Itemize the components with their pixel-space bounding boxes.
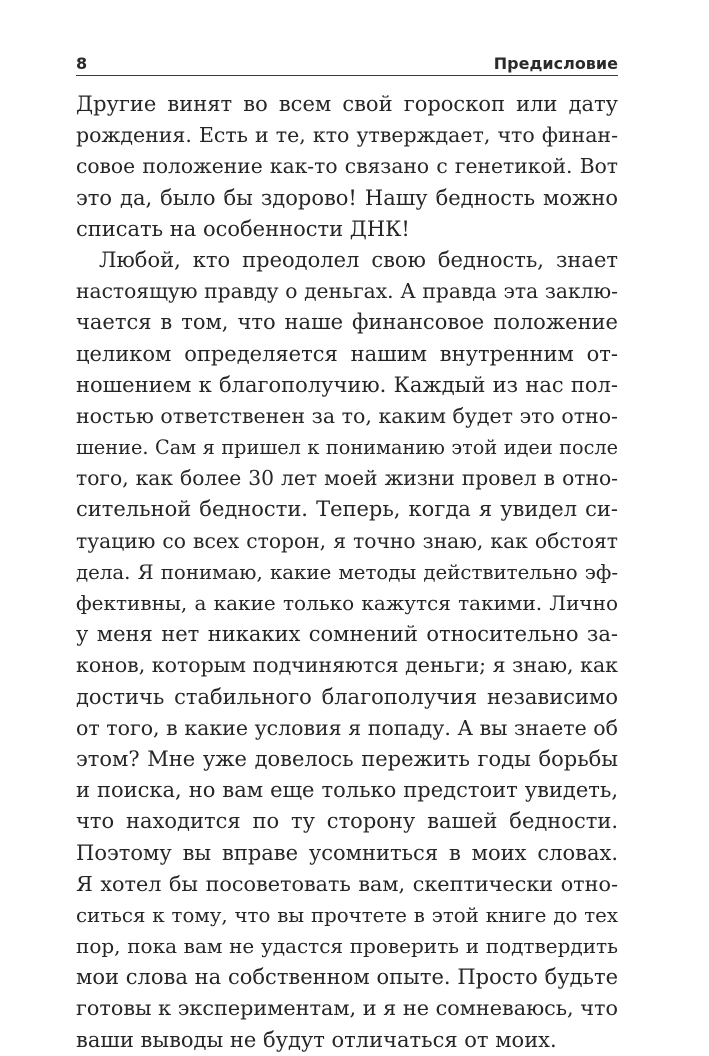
text-line: готовы к экспериментам, и я не сомневаюсь, что	[76, 996, 618, 1021]
text-line: это да, было бы здорово! Нашу бедность можно	[76, 185, 618, 210]
text-line: Любой, кто преодолел свою бедность, знает	[99, 247, 618, 272]
text-line: того, как более 30 лет моей жизни провел в отно-	[76, 466, 618, 491]
page-number: 8	[76, 54, 88, 73]
header-divider	[76, 75, 618, 76]
text-line: шение. Сам я пришел к пониманию этой идеи после	[76, 436, 618, 460]
text-line: целиком определяется нашим внутренним от-	[76, 341, 618, 366]
running-header	[76, 52, 618, 74]
body-text	[76, 89, 618, 1056]
text-line: мои слова на собственном опыте. Просто будьте	[76, 965, 618, 990]
text-line: рождения. Есть и те, кто утверждает, что финан-	[76, 123, 618, 148]
text-line: туацию со всех сторон, я точно знаю, как обстоят	[76, 528, 618, 553]
text-line: чается в том, что наше финансовое положение	[76, 310, 618, 335]
text-line: этом? Мне уже довелось пережить годы борьбы	[76, 746, 618, 771]
text-line: что находится по ту сторону вашей бедности.	[76, 809, 618, 834]
text-line: у меня нет никаких сомнений относительно за-	[76, 622, 618, 647]
text-line: совое положение как-то связано с генетикой. Вот	[76, 154, 618, 179]
text-line: настоящую правду о деньгах. А правда эта заклю-	[76, 279, 618, 304]
text-line: сительной бедности. Теперь, когда я увидел си-	[76, 497, 618, 522]
text-line: фективны, а какие только кажутся такими. Лично	[76, 591, 618, 615]
text-line: Другие винят во всем свой гороскоп или дату	[76, 92, 618, 116]
text-line: конов, которым подчиняются деньги; я знаю, как	[76, 653, 618, 678]
section-title: Предисловие	[493, 54, 618, 73]
text-line: Поэтому вы вправе усомниться в моих словах.	[76, 840, 618, 865]
text-line: и поиска, но вам еще только предстоит увидеть,	[76, 778, 618, 803]
text-line: списать на особенности ДНК!	[76, 216, 410, 241]
text-line: ситься к тому, что вы прочтете в этой книге до тех	[76, 903, 618, 927]
text-line: достичь стабильного благополучия независимо	[76, 684, 618, 709]
text-line: от того, в какие условия я попаду. А вы знаете об	[76, 715, 618, 740]
text-line: пор, пока вам не удастся проверить и подтвердить	[76, 934, 618, 959]
text-line: ношением к благополучию. Каждый из нас пол-	[76, 372, 618, 397]
text-line: ностью ответственен за то, каким будет это отно-	[76, 403, 618, 428]
text-line: Я хотел бы посоветовать вам, скептически отно-	[76, 871, 618, 896]
text-line: дела. Я понимаю, какие методы действительно эф-	[76, 560, 618, 584]
text-line: ваши выводы не будут отличаться от моих.	[76, 1027, 557, 1052]
